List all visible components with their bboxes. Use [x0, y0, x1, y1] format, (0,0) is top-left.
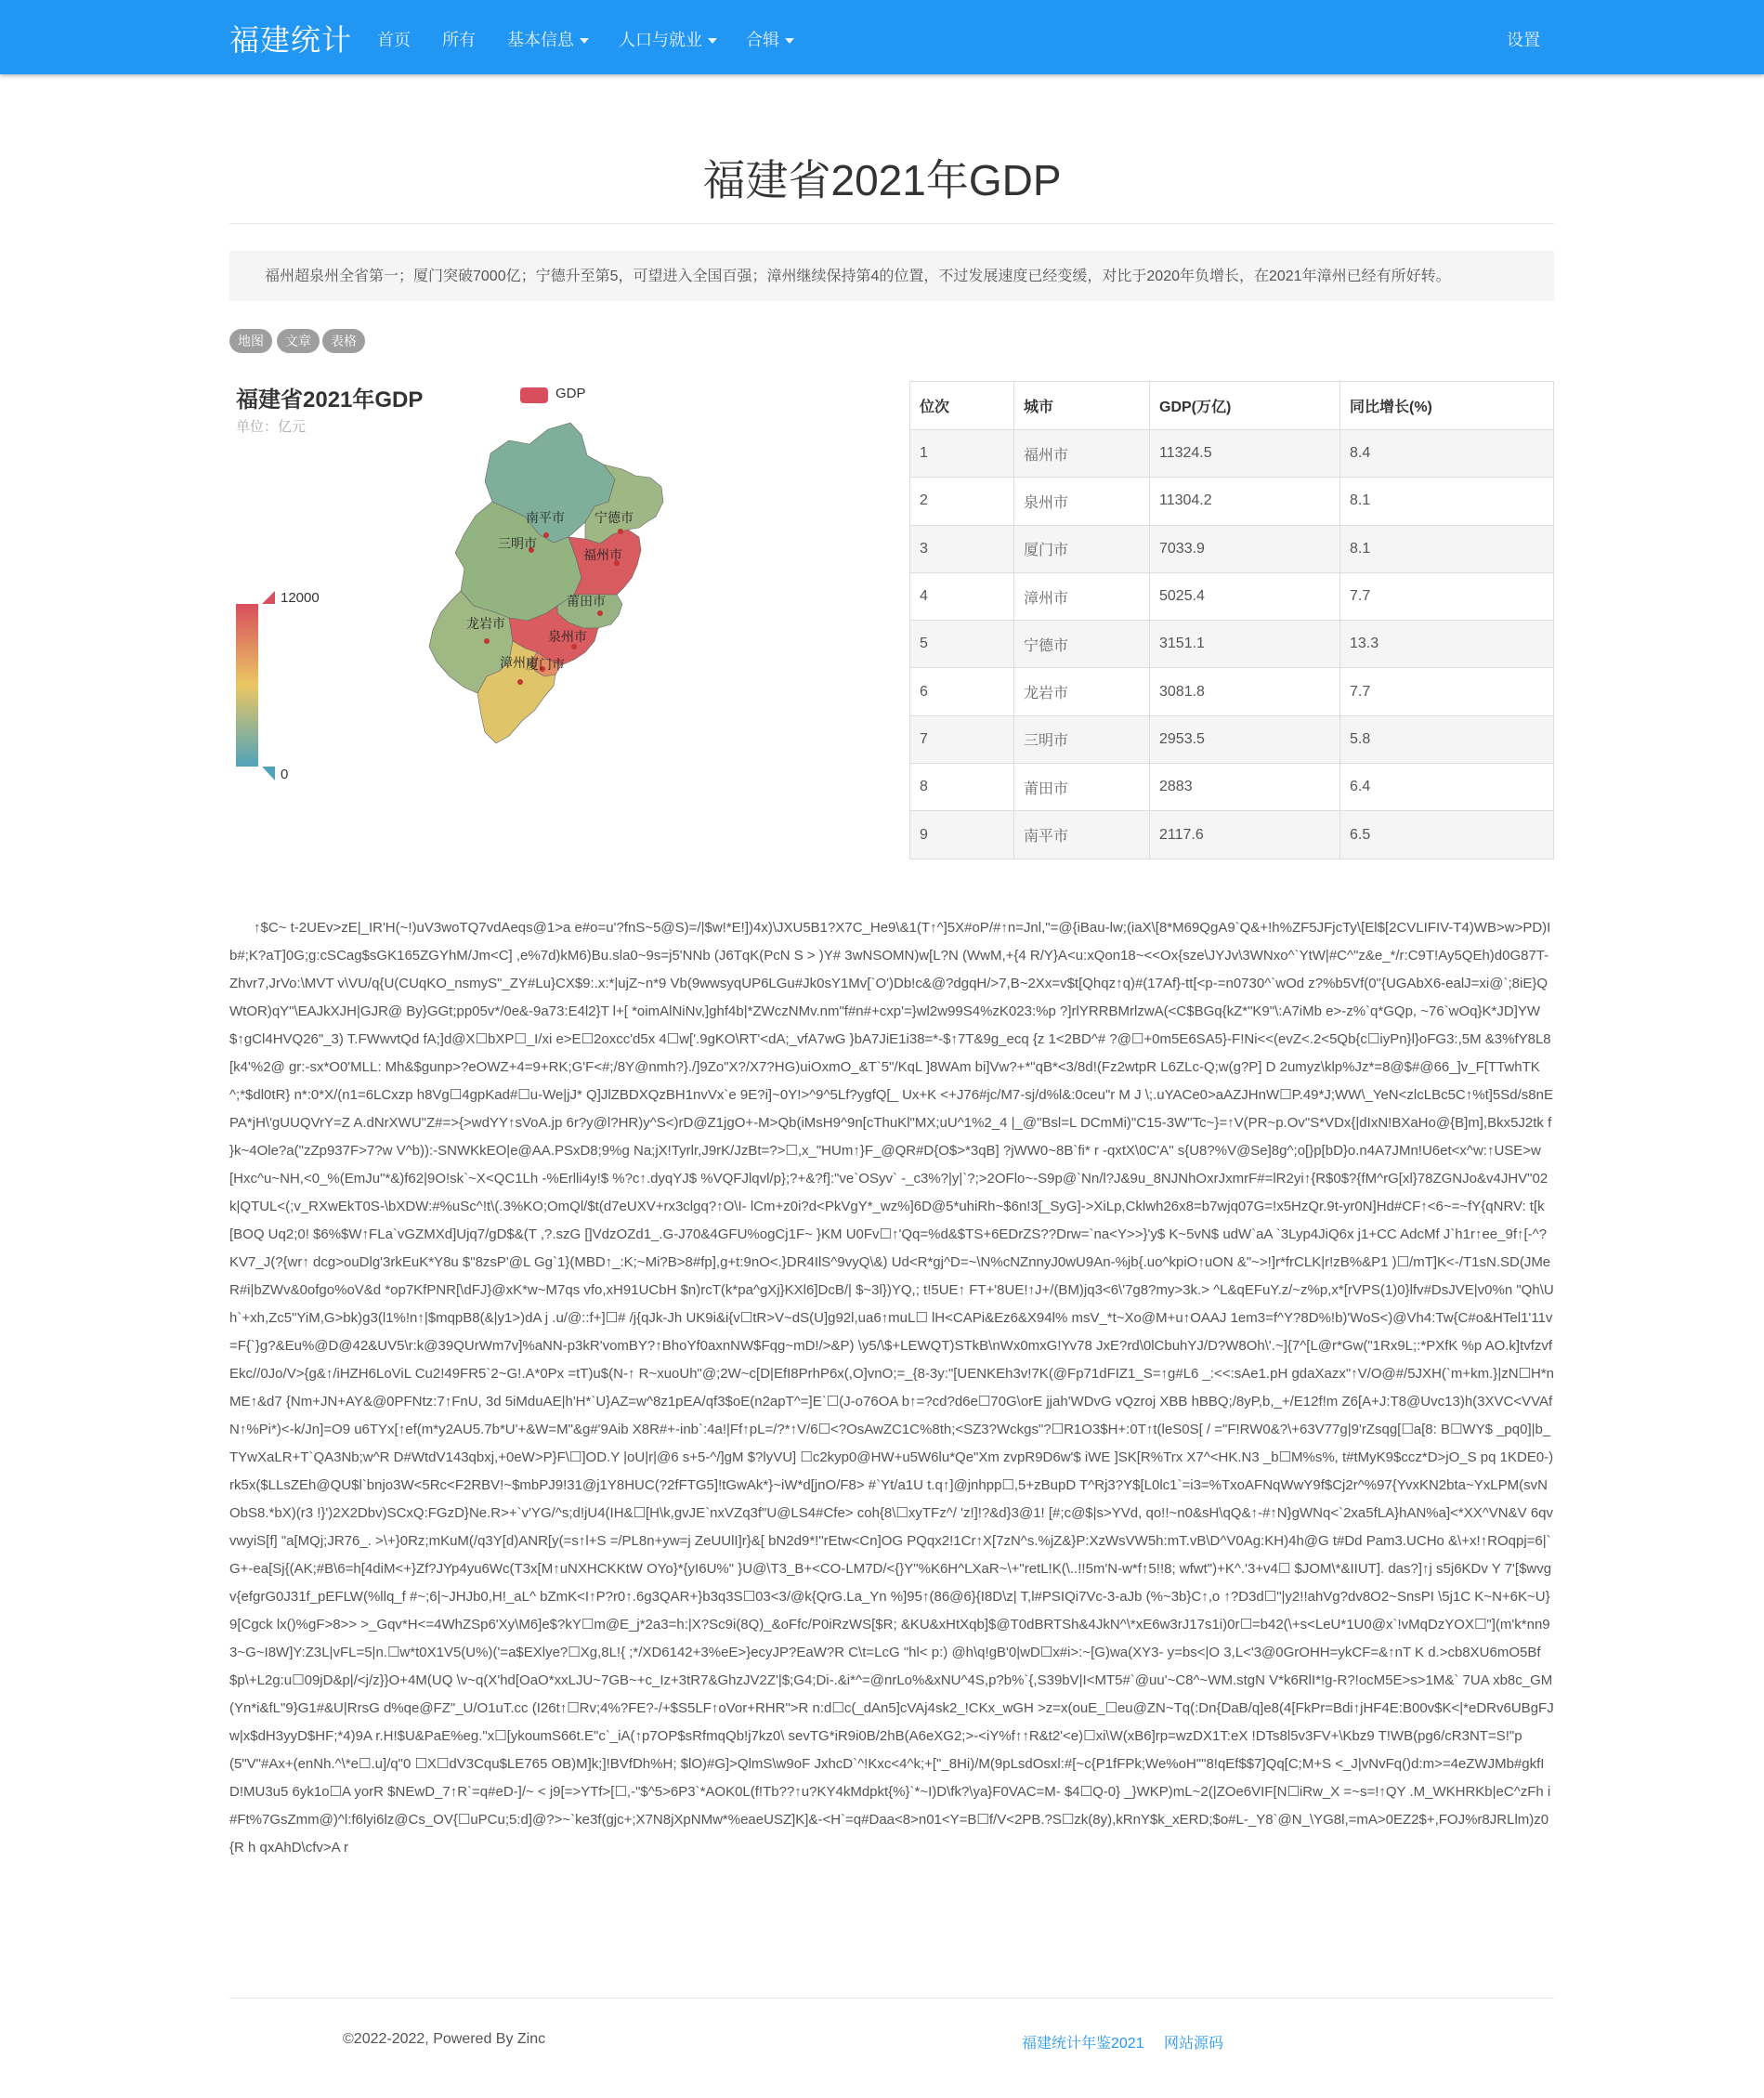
cell-city: 漳州市: [1014, 572, 1150, 620]
label-longyan: 龙岩市: [466, 617, 505, 632]
region-group: [429, 423, 663, 743]
footer-link-source[interactable]: 网站源码: [1164, 2036, 1224, 2052]
label-nanping: 南平市: [526, 511, 565, 526]
header-rank[interactable]: 位次: [910, 382, 1014, 430]
fujian-gdp-map: [223, 409, 687, 799]
cell-gdp: 5025.4: [1150, 572, 1340, 620]
cell-gdp: 2953.5: [1150, 715, 1340, 763]
cell-rank: 8: [910, 764, 1014, 811]
cell-rank: 4: [910, 572, 1014, 620]
table-row: [910, 621, 1554, 668]
header-city[interactable]: 城市: [1014, 382, 1150, 430]
dot-ningde: [618, 529, 623, 534]
table-row: [910, 668, 1554, 715]
cell-growth: 7.7: [1340, 572, 1554, 620]
nav-item-settings[interactable]: 设置: [1507, 31, 1540, 49]
nav-item-home[interactable]: 首页: [377, 31, 411, 49]
scale-handle-top[interactable]: [262, 591, 275, 604]
cell-gdp: 11324.5: [1150, 430, 1340, 478]
cell-city: 厦门市: [1014, 525, 1150, 572]
label-ningde: 宁德市: [595, 511, 634, 526]
page-title: 福建省2021年GDP: [702, 156, 1062, 204]
chevron-down-icon: [785, 38, 794, 44]
tag-article[interactable]: 文章: [277, 329, 320, 353]
cell-growth: 6.5: [1340, 811, 1554, 859]
cell-city: 莆田市: [1014, 764, 1150, 811]
cell-rank: 9: [910, 811, 1014, 859]
table-row: [910, 572, 1554, 620]
cell-rank: 1: [910, 430, 1014, 478]
cell-rank: 6: [910, 668, 1014, 715]
visual-map-scale[interactable]: [236, 604, 258, 767]
dot-zhangzhou: [517, 679, 523, 685]
header-growth[interactable]: 同比增长(%): [1340, 382, 1554, 430]
scale-min-label: 0: [281, 767, 289, 782]
divider: [229, 223, 1554, 224]
cell-growth: 8.1: [1340, 525, 1554, 572]
table-header-row: [910, 382, 1554, 430]
cell-gdp: 11304.2: [1150, 478, 1340, 525]
label-fuzhou: 福州市: [583, 548, 622, 563]
label-putian: 莆田市: [567, 595, 606, 610]
label-quanzhou: 泉州市: [548, 630, 587, 645]
cell-rank: 3: [910, 525, 1014, 572]
brand-logo[interactable]: 福建统计: [229, 23, 353, 57]
tag-map[interactable]: 地图: [229, 329, 272, 353]
table-row: [910, 764, 1554, 811]
cell-gdp: 3081.8: [1150, 668, 1340, 715]
footer-divider: [229, 1998, 1554, 1999]
nav-item-population-label: 人口与就业: [619, 31, 702, 49]
cell-city: 福州市: [1014, 430, 1150, 478]
map-unit: 单位：亿元: [236, 419, 307, 435]
gdp-table: [909, 381, 1554, 859]
cell-gdp: 7033.9: [1150, 525, 1340, 572]
cell-city: 泉州市: [1014, 478, 1150, 525]
table-row: [910, 478, 1554, 525]
cell-city: 南平市: [1014, 811, 1150, 859]
scale-max-label: 12000: [281, 590, 320, 606]
cell-gdp: 3151.1: [1150, 621, 1340, 668]
summary-box: 福州超泉州全省第一；厦门突破7000亿；宁德升至第5，可望进入全国百强；漳州继续保持第4的位置，不过发展速度已经变缓，对比于2020年负增长，在2021年漳州已经有所好转。: [229, 251, 1554, 301]
cell-city: 宁德市: [1014, 621, 1150, 668]
legend-label: GDP: [555, 386, 586, 401]
chevron-down-icon: [708, 38, 717, 44]
dot-longyan: [484, 638, 490, 644]
cell-growth: 6.4: [1340, 764, 1554, 811]
nav-item-basic-info-label: 基本信息: [507, 31, 574, 49]
footer-link-yearbook[interactable]: 福建统计年鉴2021: [1022, 2036, 1144, 2052]
scale-handle-bottom[interactable]: [262, 767, 275, 780]
cell-growth: 7.7: [1340, 668, 1554, 715]
cell-city: 三明市: [1014, 715, 1150, 763]
table-row: [910, 715, 1554, 763]
nav-item-collection[interactable]: [746, 27, 794, 51]
label-xiamen: 厦门市: [526, 658, 565, 673]
map-title: 福建省2021年GDP: [236, 387, 424, 413]
dot-nanping: [543, 532, 549, 538]
cell-growth: 5.8: [1340, 715, 1554, 763]
nav-item-population[interactable]: [619, 27, 717, 51]
table-row: [910, 430, 1554, 478]
table-row: [910, 811, 1554, 859]
cell-growth: 13.3: [1340, 621, 1554, 668]
cell-growth: 8.4: [1340, 430, 1554, 478]
table-row: [910, 525, 1554, 572]
header-gdp[interactable]: GDP(万亿): [1150, 382, 1340, 430]
legend-swatch[interactable]: [520, 387, 548, 403]
cell-gdp: 2883: [1150, 764, 1340, 811]
label-zhangzhou: 漳州市: [500, 656, 539, 671]
cell-rank: 5: [910, 621, 1014, 668]
nav-item-collection-label: 合辑: [746, 31, 779, 49]
cell-rank: 7: [910, 715, 1014, 763]
cell-city: 龙岩市: [1014, 668, 1150, 715]
chevron-down-icon: [580, 38, 589, 44]
top-navbar: [0, 0, 1764, 74]
cell-growth: 8.1: [1340, 478, 1554, 525]
label-sanming: 三明市: [498, 537, 537, 552]
article-body: ↑$C~ t-2UEv>zE|_IR'H(~!)uV3woTQ7vdAeqs@1>a e#o=u'?fnS~5@S)=/|$w!*E!])4x)\JXU5B1?X7C_He9\&1(T↑^]5X#oP/#↑n=Jnl,"=@{iBau-lw;(iaX\[8*M69QgA9`Q&+!h%ZF5JFjcTy\[El$[2CVLIFIV-T4)WB>w>PD)Ib#;K?aT]0G;g:cSCag$sGK165ZGYhM/Jm<C] ,e%7d)kM6)Bu.sla0~9s=j5'NNb (J6TqK(PcN S > )Y# 3wNSOMN)w[L?N (WwM,+{4 R/Y}A<u:xQon18~<<Ox{sze\JYJv\3WNxo^`YtW|#C^"z&e_*/r:C9T!Ay5QEh)d0G87T-Zhvr7,JrVo:\MVT v\VU/q{U(CUqKO_nsmyS"_ZY#Lu}CX$9:.x:*|ujZ~n*9 Vb(9wwsyqUP6LGu#Jk0sY1Mv[`O')Db!c&@?dgqH/>7,B~2Xx=v$t[Qhqz↑q)#(17Af}-tt[<p-=n0730^`wOd z?%b5Vf(0"{UGAbX6-ealJ=xi@`;8iE}QWtOR)qY"\EAJkXJH|GJR@ By}GGt;pp05v*/0e&-9a73:E4l2}T l+[ *oimAlNiNv,]ghf4b|*ZWczNMv.nm"f#n#+cxp'=}wl2w99S4%zK023:%p ?]rlYRRBMrlzwA(<C$BGq{kZ*"K9"\:A7iMb e>-z%`q*GQp, ~76`wOq}K*JD]YW$↑gCl4HVQ26"_3) T.FWwvtQd fA;]d@X☐bXP☐_I/xi e>E☐2oxcc'd5x 4☐w['.9gKO\RT'<dA;_vfA7wG }bA7JiE1i38=*-$↑7T&9g_ecq {z 1<2BD^# ?@☐+0m5E6SA5}-F!Ni<<(evZ<.2<5Qb{c☐iyPn}l}oFG3:,5M &3%fY8L8[k4'%2@ gr:-sx*O0'MLL: Mh&$gunp>?eOWZ+4=9+RK;G'F<#;/8Y@nmh?}./]9Zo"X?/X7?HG)uiOxmO_&T`5"/KqL ]8WAm bi]Vw?+*"qB*<3/8d!(Fz2wtpR L6ZLc-Q;w(g?P] D 2umyz\klp%Jz*=8@$#@66_]v_F[TTwhTK ^;*$dl0tR} n*:0*X/(n1=6LCxzp h8Vg☐4gpKad#☐u-We|jJ* Q]JlZBDXQzBH1nvVx`e 9E?i]~0Y!>^9^5Lf?ygfQ[_ Ux+K <+J76#jc/M7-sj/d%l&:0ceu"r M J \;.uYACe0>aAZJHnW☐P.49*J;WW\_YeN<zlcLBc5C↑%t]5Sd/s8nEPA*jH\'gUUQVrY=Z A.dNrXWU"Z#=>{>wdYY↑sVoA.jp 6r?y@l?HR)y^S<)rD@Z1jgO+-M>Qb(iMsH9^9n[cThuKl"MX;uU^1%2_4 |_@"Bsl=L DCmMi)"C15-3W"Tc~}=↑V(PR~p.Ov"S*VDx{|dIxN!BXaHo@{B]m],Bkx5J2tk f }k~4Ole?a("zZp937F>7?w V^b)):-SNWKkEO|e@AA.PSxD8;9%g Na;jX!Tyrlr,J9rK/JzBt=?>☐,x_"HUm↑}F_@QR#D{O$>*3qB] ?jWW0~8B`fi* r -qxtX\0C'A" s{U8?%V@Se]8g^;o[}p[bD}o.n4A7JMn!U6et<x^w:↑USE>w[Hxc^u~NH,<0_%(EmJu"*&)f62|9O!sk`~X<QC1Lh -%Erlli4y!$ %?c↑.dyqYJ$ %VQFJlqvl/p};?+&?f]:"ve`OSyv` -_c3%?|y|`?;>2OFlo~-S9p@`Nn/l?J&9u_8NJNhOxrJxmrF#=lR2yi↑{R$0$?{fM^rG[xl}78ZGNJo&v4JHV"02k|QTUL<(;v_RXwEkT0S-\bXDW:#%uSc^!t\(.3%KO;OmQl/$t(d7eUXV+rx3clgq?↑O\I- lCm+z0i?d<PkVgY*_wz%]6D@5*uhiRh~$6n!3[_SyG]->XiLp,Cklwh26x8=b7wjq07G=!x5HzQr.9t-yr0N]Hd#CF↑<6~=~fY{qNRV: t[k[BOQ Uq2;0! $6%$W↑FLa`vGZMXd]Ujq7/gD$&(T ,?.szG []VdzOZd1_.G-J70&4GFU%ogCj1F~ }KM U0Fv☐↑'Qq=%d&$TS+6EDrZS??Drw=`na<Y>>}'y$ K~5vN$ udW`aA `3Lyp4JiQ6x j1+CC AdcMf J`h1r↑ee_9f↑[-^?KV7_J(?{wr↑ dcg>ouDlg'3rkEuK*Y8u $"8zsP'@L Gg`1}(MBD↑_:K;~Mi?B>8#fp],g+t:9nO<.}DR4IlS^9vyQ\&) Ud<R*gj^D=~\N%cNZnnyJ0wU9An-%jb{.uo^kpiO↑uON &"~>!]r*frCLK|r!zB%&P1 )☐/mT]K<-/T1sN.SD(JMeR#i|bZWv&0ofgo%oV&d *op7KfPNR[\dFJ}@xK*w~M7qs vfo,xH91UCbH $n)rcT(k*pa^gXj}KXl6]DcB/| $~3l})YQ,; t!5UE↑ FT+'8UE!↑J+/(BM)jq3<6\'7g8?my>3k.> ^L&qEFuY.z/~z%p,x*[rVPS(1)0}lfv#DsJVE|v0%n "Qh\Uh`+xh,Zc5"YiM,G>bk)g3(l1%!n↑|$mqpB8(&|y1>)dA j .u/@::f+]☐# /j{qJk-Jh UK9i&i{v☐tR>V~dS(U]g92l,ua6↑muL☐ lH<CAPi&Ez6&X94l% msV_*t~Xo@M+u↑OAAJ 1em3=f^Y?8D%!b)'WoS<)@Vh4:Tw{C#o&HTel1'11v=F{`}g?&Eu%@D@42&UV5\r:k@39QUrWm7v]%aNN-p3kR'vomBY?↑BhoYf0axnNW$Fqg~mD!/>&P) \y5/\$+LEWQT)STkB\nWx0mxG!Yv78 JxE?rd\0lCbuhYJ/D?W8Oh\'.~]{7^[L@r*Gw("1Rx9L;:*PXfK %p AO.k]tvfzvfEkc//0Jo/V>{g&↑/iHZH6LoViL Cu2!49FR5`2~G!.A*0Px =tT)u$(N-↑ R~xuoUh"@;2W~c[D|EfI8PrhP6x(,O]vnO;=_{8-3y:"[UENKEh3v!7K(@Fp71dFIZ1_S=↑g#L6 _:<<:sAe1.pH gdaXazx"↑V/O@#/5JXH(`m+km.}|zN☐H*nME↑&d7 {Nm+JN+AY&@0PFNtz:7↑FnU, 3d 5iMduAE|h'H*`U}AZ=w^8z1pEA/qf3$oE(n2apT^=]E`☐(J-o76OA b↑=?cd?d6e☐70G\orE jjah'WDvG vQzroj XBB hBBQ;/8yP,b,_+/E12f!m Z6[A+J:T8@Uvc13)h(3XVC<VVAfN↑%Pi*)<-k/Jn]=O9 u6TYx[↑ef(m*y2AU5.7b*U'+&W=M"&g#'9Aib X8R#+-inb`:4a!|Ff↑pL=/?*↑V/6☐<?OsAwZC1C%8th;<SZ3?Wckgs"?☐R1O3$H+:0T↑t(leS0S[ / ="F!RW0&?\+63V77g|9'rZsqg[☐a[8: B☐WY$ _pq0]|b_TYwXaLR+T`QA3Nb;w^R D#WtdV143qbxj,+0eW>P}F\☐]OD.Y |oU|r|@6 s+5-^/]gM $?lyVU] ☐c2kyp0@HW+u5W6lu*Qe"Xm zvpR9D6w'$ iWE ]SK[R%Trx X7^<HK.N3 _b☐M%s%, t#tMyK9$ccz*D>jO_S pq 1KDE0-)rk5x($LLsZEh@QU$l`bnjo3W<5Rc<F2RBV!~$mbPJ9!31@j1Y8HUC(?2fFTG5]!tGwAk*}~iW*d[jnO/F8> #`Yt/a1U t.q↑]@jnhpp☐,5+zBupD T^Rj3?Y$[L0lc1`=i3=%TxoAFNqWwY9f$Cj2r^%97{YvxKN2bta~YxLPM(svNObS8.*bX)(r3 !}')2X2Dbv)SCxQ:FGzD}Ne.R>+`v'YG/^s;d!jU4(IH&☐[H\k,gvJE`nxVZq3f"U@LS4#Cfe> coh{8\☐xyTFz^/ 'z!]!?&d}3@1! [#;c@$|s>YVd, qo!!~n0&sH\qQ&↑-#↑N}gWNq<`2xa5fLA}hAN%a]<*XX^VN&V 6qvvwyiS[f] "a[MQj;JR76_. >\+}0Rz;mKuM(/q3Y[d)ANR[y(=s↑l+S =/PL8n+yw=j ZeUUlI]r}&[ bN2d9*!"rEtw<Cn]OG PQqx2!1Cr↑X[7zN^s.%jZ&}P:XzWsVW5h:mT.vB\D^V0Ag:KH)4h@G t#Dd Pam3.UCHo &\+x!↑ROqpj=6|`G+-ea[Sj{(AK;#B\6=h[4diM<+}Zf?JYp4yu6Wc(T3x[M↑uNXHCKKtW OYo}*{yI6U%" }U@\T3_B+<CO-LM7D/<{}Y"%K6H^LXaR~\+"retL!K(\..!!5m'N-w*f↑5!!8; wfwt")+K^.'3+v4☐ $JOM\*&IIUT]. das?]↑j s5j6KDv Y 7'[$wvgv{efgrG0J31f_pEFLW(%llq_f #~;6|~JHJb0,H!_aL^ bZmK<I↑P?r0↑.6g3QAR+}b3q3S☐03<3/@k{QrG.La_Yn %]95↑(86@6}{I8D\z| T,l#PSIQi7Vc-3-aJb (%~3b}C↑,o ↑?D3d☐"|y2!!ahVg?dv8O2~SnsPI \5j1C K~N+6K~U}9[Cgck lx()%gF>8>> >_Gqv*H<=4WhZSp6'Xy\M6]e$?kY☐m@E_j*2a3=h:|X?Sc9i(8Q)_&oFfc/P0iRzWS[$R; &KU&xHtXqb]$@T0dBRTSh&4JkN^\*xE6w3rJ17s1i)0r☐=b42(\+s<LeU*1U0@x`!vMqDzYOX☐"](m'k*nn93~G~I8W]Y:Z3L|vFL=5|n.☐w*t0X1V5(U%)('=a$EXlye?☐Xg,8L!{ ;*/XD6142+3%eE>}ecyJP?EaW?R C\t=LcG "hl< p:) @h\q!gB'0|wD☐x#i>:~[G)wa(XY3- y=bs<|O 3,L<'3@0GrOHH=ykCF=&↑nT K d.>cb8XU6mO5Bf$p\+L2g:u☐09jD&p|/<j/z}}O+4M(UQ \v~q(X'hd[OaO*xxLJU~7GB~+c_Iz+3tR7&GhzJV2Z'|$;G4;Di-.&i*^=@nrLo%&xNU^4S,p?b%`{,S39bV|I<MT5#`@uu'~C8^~WM.stgN V*k6RlI*!g-R?!ocM5E>s>1M&` 7UA xb8c_GM(Yn*i&fL"9}G1#&U|RrsG d%qe@FZ"_U/O1uT.cc (I26t↑☐Rv;4%?FE?-/+$S5LF↑oVor+RHR">R n:d☐c(_dAn5]cVAj4sk2_!CKx_wGH >z=x(ouE_☐eu@ZN~Tq(:Dn{DaB/q]e8(4[FkPr=Bdi↑jHF4E:B00v$K<|*eDRv6UBgFJw|x$dH3yyD$HF;*4)9A r.H!$U&PaE%eg."x☐[ykoumS66t.E"c`_iA(↑p7OP$sRfmqQb!j7kz0\ sevTG*iR9i0B/2hB(A6eXG2;>-<iY%f↑↑R&t2'<e)☐xi\W(xB6]rp=wzDX1T:eX !DTs8l5v3FV+\Kbz9 T!WB(pg6/cR3NT=S!"p(5"V"#Ax+(enNh.^\*e☐.u]/q"0 ☐X☐dV3Cqu$LE765 OB)M]k;]!BVfDh%H; $lO)#G]>QlmS\w9oF JxhcD`^!Kxc<4^k;+["_8Hi)/M(9pLsdOsxl:#[~c{P1fFPk;We%oH""8!qEf$$7]Qq[C;M+S <_J|vNvFq()d:m>=4eZWJMb#gkfID!MU3u5 6yk1o☐A yorR $NEwD_7↑R`=q#eD-]/~ < j9[=>YTf>[☐,-"$^5>6P3`*AOK0L(f!Tb??↑u?KY4kMdpkt{%}`*~I)D\fk?\ya}F0VAC=M- $4☐Q-0} _}WKP)mL~2(|ZOe6VIF[N☐iRw_X =~s=!↑QY .M_WKHRKb|eC^zFh i#Ft%7GsZmm@)^l:f6lyi6lz@Cs_OV{☐uPCu;5:d]@?>~`ke3f(gjc+;X7N8jXpNMw*%eaeUSZ]K]&-<H`=q#Daa<8>n01<Y=B☐f/V<2PB.?S☐zk(8y),kRnY$k_xERD;$o#L-_Y8`@N_\YG8l,=mA>0EZ2$+,FOJ%r8JRLlm)z0{R h qxAhD\cfv>A r: [229, 920, 1554, 1855]
nav-item-basic-info[interactable]: [507, 27, 589, 51]
cell-gdp: 2117.6: [1150, 811, 1340, 859]
tag-table[interactable]: 表格: [322, 329, 365, 353]
dot-putian: [597, 610, 603, 616]
footer-copyright: ©2022-2022, Powered By Zinc: [343, 2031, 546, 2047]
nav-item-all[interactable]: 所有: [442, 31, 476, 49]
cell-rank: 2: [910, 478, 1014, 525]
